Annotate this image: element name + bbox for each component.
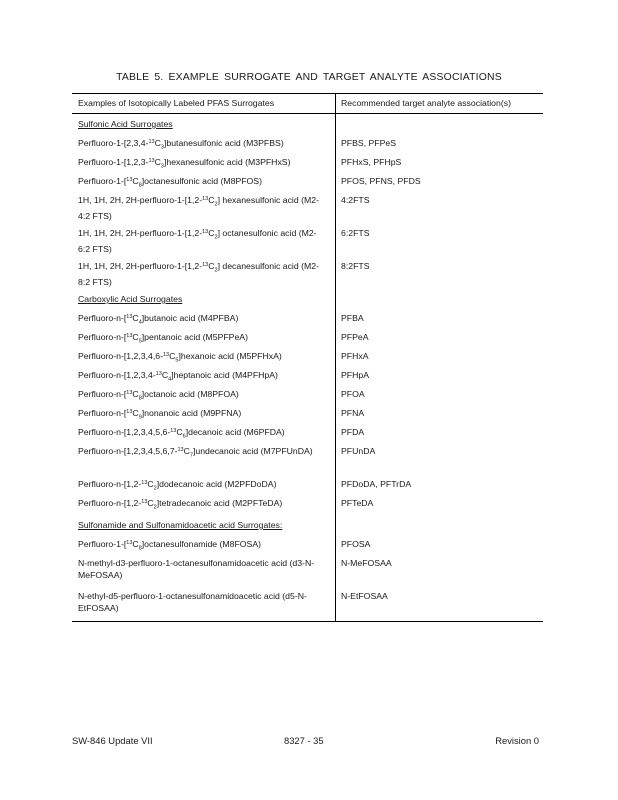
surrogate-table [72,93,543,622]
surrogate-suffix: ]pentanoic acid (M5PFPeA) [141,332,248,342]
surrogate-name [78,351,328,367]
atom-count: 8 [138,182,142,189]
surrogate-name [78,558,328,581]
surrogate-name [78,539,328,555]
target-analytes: PFTeDA [341,498,374,508]
surrogate-prefix: Perfluoro-1-[ [78,539,127,549]
target-analytes: PFPeA [341,332,369,342]
target-analytes: PFOSA [341,539,371,549]
surrogate-suffix: ]dodecanoic acid (M2PFDoDA) [156,479,277,489]
surrogate-prefix: Perfluoro-n-[1,2- [78,479,142,489]
isotope-mass: 13 [148,139,155,145]
target-analytes: PFHxS, PFHpS [341,157,402,167]
surrogate-suffix: ]hexanoic acid (M5PFHxA) [178,351,282,361]
target-analytes: PFBS, PFPeS [341,138,397,148]
surrogate-prefix: Perfluoro-n-[1,2,3,4,5,6- [78,427,171,437]
atom-count: 6 [182,433,186,440]
footer-revision: Revision 0 [495,735,539,746]
isotope-mass: 13 [141,480,148,486]
atom-count: 2 [153,504,157,511]
surrogate-name [78,427,328,443]
surrogate-prefix: Perfluoro-n-[1,2,3,4,6- [78,351,163,361]
surrogate-name [78,446,328,462]
surrogate-name [78,228,328,256]
target-analytes: 4:2FTS [341,195,370,205]
surrogate-suffix: ]undecanoic acid (M7PFUnDA) [192,446,313,456]
isotope-mass: 13 [170,428,177,434]
isotope-mass: 13 [126,314,133,320]
surrogate-prefix: Perfluoro-n-[ [78,408,127,418]
target-analytes: N-MeFOSAA [341,558,392,568]
surrogate-suffix: ]butanoic acid (M4PFBA) [141,313,239,323]
surrogate-name [78,498,328,514]
element-symbol: C [154,157,161,167]
surrogate-name [78,176,328,192]
surrogate-suffix: ]tetradecanoic acid (M2PFTeDA) [156,498,283,508]
atom-count: 5 [138,338,142,345]
atom-count: 4 [168,376,172,383]
isotope-mass: 13 [126,540,133,546]
surrogate-prefix: 1H, 1H, 2H, 2H-perfluoro-1-[1,2- [78,261,203,271]
atom-count: 8 [138,395,142,402]
element-symbol: C [132,389,139,399]
element-symbol: C [183,446,190,456]
surrogate-name [78,195,328,223]
footer-left: SW-846 Update VII [72,735,153,746]
surrogate-suffix: ]decanoic acid (M6PFDA) [185,427,285,437]
atom-count: 3 [160,144,164,151]
surrogate-prefix: Perfluoro-1-[1,2,3- [78,157,149,167]
element-symbol: C [132,176,139,186]
isotope-mass: 13 [177,447,184,453]
target-analytes: PFDoDA, PFTrDA [341,479,412,489]
target-analytes: PFNA [341,408,365,418]
surrogate-name [78,370,328,386]
atom-count: 8 [138,545,142,552]
element-symbol: C [132,539,139,549]
section-label: Sulfonamide and Sulfonamidoacetic acid Surrogates: [78,520,283,530]
element-symbol: C [161,370,169,380]
element-symbol: C [132,408,139,418]
target-analytes: PFBA [341,313,364,323]
element-symbol: C [169,351,176,361]
surrogate-suffix: ]butanesulfonic acid (M3PFBS) [163,138,284,148]
surrogate-suffix: ] hexanesulfonic acid (M2-4:2 FTS) [78,195,319,222]
surrogate-suffix: ]heptanoic acid (M4PFHpA) [171,370,278,380]
isotope-mass: 13 [202,196,209,202]
surrogate-name [78,591,328,614]
atom-count: 2 [153,485,157,492]
surrogate-name [78,389,328,405]
surrogate-prefix: Perfluoro-n-[ [78,389,127,399]
isotope-mass: 13 [202,262,209,268]
target-analytes: PFDA [341,427,365,437]
element-symbol: C [208,195,215,205]
surrogate-prefix: Perfluoro-n-[ [78,313,127,323]
surrogate-suffix: ]octanesulfonamide (M8FOSA) [141,539,262,549]
surrogate-suffix: ] decanesulfonic acid (M2-8:2 FTS) [78,261,319,288]
target-analytes: PFHpA [341,370,370,380]
atom-count: 3 [160,163,164,170]
header-surrogates: Examples of Isotopically Labeled PFAS Surrogates [78,98,275,108]
surrogate-suffix: ]octanesulfonic acid (M8PFOS) [141,176,262,186]
section-label: Sulfonic Acid Surrogates [78,119,173,129]
footer-page-number: 8327 - 35 [284,735,324,746]
column-divider [335,94,336,621]
surrogate-name [78,332,328,348]
atom-count: 7 [189,452,193,459]
atom-count: 2 [214,234,218,241]
target-analytes: PFUnDA [341,446,376,456]
surrogate-prefix: Perfluoro-n-[1,2- [78,498,142,508]
isotope-mass: 13 [202,229,209,235]
surrogate-name [78,479,328,495]
surrogate-suffix: N-methyl-d3-perfluoro-1-octanesulfonamidoacetic acid (d3-N- MeFOSAA) [78,558,315,580]
target-analytes: PFOA [341,389,365,399]
atom-count: 5 [175,357,179,364]
isotope-mass: 13 [148,158,155,164]
atom-count: 9 [138,414,142,421]
element-symbol: C [154,138,161,148]
surrogate-suffix: ]octanoic acid (M8PFOA) [141,389,239,399]
surrogate-name [78,157,328,173]
element-symbol: C [132,313,139,323]
isotope-mass: 13 [141,499,148,505]
surrogate-prefix: Perfluoro-n-[ [78,332,127,342]
element-symbol: C [208,228,215,238]
section-label: Carboxylic Acid Surrogates [78,294,183,304]
target-analytes: 8:2FTS [341,261,370,271]
surrogate-suffix: ]nonanoic acid (M9PFNA) [141,408,242,418]
surrogate-prefix: Perfluoro-1-[2,3,4- [78,138,149,148]
isotope-mass: 13 [163,352,170,358]
surrogate-name [78,408,328,424]
surrogate-prefix: Perfluoro-n-[1,2,3,4- [78,370,156,380]
surrogate-suffix: ]hexanesulfonic acid (M3PFHxS) [163,157,291,167]
surrogate-name [78,261,328,289]
atom-count: 4 [138,319,142,326]
target-analytes: PFOS, PFNS, PFDS [341,176,421,186]
element-symbol: C [208,261,215,271]
surrogate-name [78,138,328,154]
element-symbol: C [147,498,154,508]
atom-count: 2 [214,201,218,208]
target-analytes: 6:2FTS [341,228,370,238]
element-symbol: C [147,479,154,489]
isotope-mass: 13 [126,177,133,183]
surrogate-suffix: N-ethyl-d5-perfluoro-1-octanesulfonamidoacetic acid (d5-N- EtFOSAA) [78,591,307,613]
isotope-mass: 13 [126,333,133,339]
header-rule [72,113,543,114]
surrogate-prefix: 1H, 1H, 2H, 2H-perfluoro-1-[1,2- [78,228,203,238]
target-analytes: N-EtFOSAA [341,591,388,601]
surrogate-name [78,313,328,329]
element-symbol: C [132,332,139,342]
target-analytes: PFHxA [341,351,369,361]
surrogate-prefix: Perfluoro-n-[1,2,3,4,5,6,7- [78,446,178,456]
surrogate-suffix: ] octanesulfonic acid (M2-6:2 FTS) [78,228,317,255]
element-symbol: C [176,427,183,437]
isotope-mass: 13 [126,390,133,396]
isotope-mass: 13 [155,371,162,377]
surrogate-prefix: Perfluoro-1-[ [78,176,127,186]
header-targets: Recommended target analyte association(s) [341,98,511,108]
surrogate-prefix: 1H, 1H, 2H, 2H-perfluoro-1-[1,2- [78,195,203,205]
isotope-mass: 13 [126,409,133,415]
table-title: TABLE 5. EXAMPLE SURROGATE AND TARGET ANALYTE ASSOCIATIONS [116,72,502,83]
atom-count: 2 [214,267,218,274]
